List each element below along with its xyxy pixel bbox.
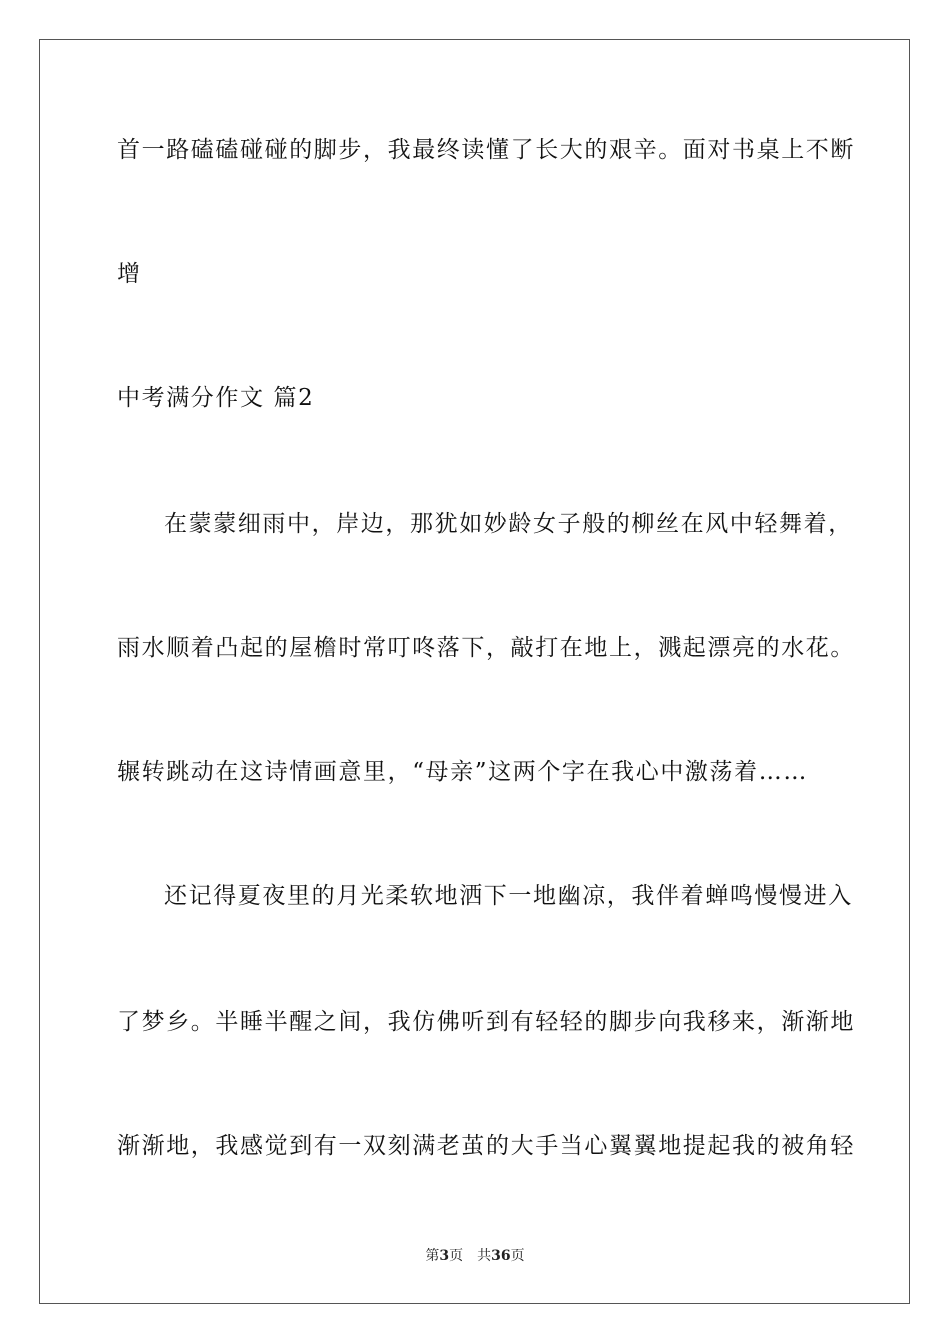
paragraph-1-line-3: 辗转跳动在这诗情画意里，“母亲”这两个字在我心中激荡着…… [117,759,808,785]
page-footer [0,1247,950,1265]
section-heading: 中考满分作文 篇2 [117,385,315,411]
page-number: 3 [439,1248,450,1264]
paragraph-2-line-3: 渐渐地，我感觉到有一双刻满老茧的大手当心翼翼地提起我的被角轻 [117,1133,855,1159]
page-suffix: 页 [449,1248,464,1264]
total-pages: 36 [491,1248,511,1264]
paragraph-2-line-1: 还记得夏夜里的月光柔软地洒下一地幽凉，我伴着蝉鸣慢慢进入 [164,883,853,909]
paragraph-1-line-1: 在蒙蒙细雨中，岸边，那犹如妙龄女子般的柳丝在风中轻舞着， [164,511,853,537]
paragraph-2-line-2: 了梦乡。半睡半醒之间，我仿佛听到有轻轻的脚步向我移来，渐渐地 [117,1009,855,1035]
total-suffix: 页 [510,1248,525,1264]
body-line-1: 首一路磕磕碰碰的脚步，我最终读懂了长大的艰辛。面对书桌上不断 [117,137,855,163]
paragraph-1-line-2: 雨水顺着凸起的屋檐时常叮咚落下，敲打在地上，溅起漂亮的水花。 [117,635,855,661]
page-prefix: 第 [425,1248,440,1264]
total-prefix: 共 [477,1248,492,1264]
body-line-2: 增 [117,261,142,287]
page-frame [39,39,910,1304]
